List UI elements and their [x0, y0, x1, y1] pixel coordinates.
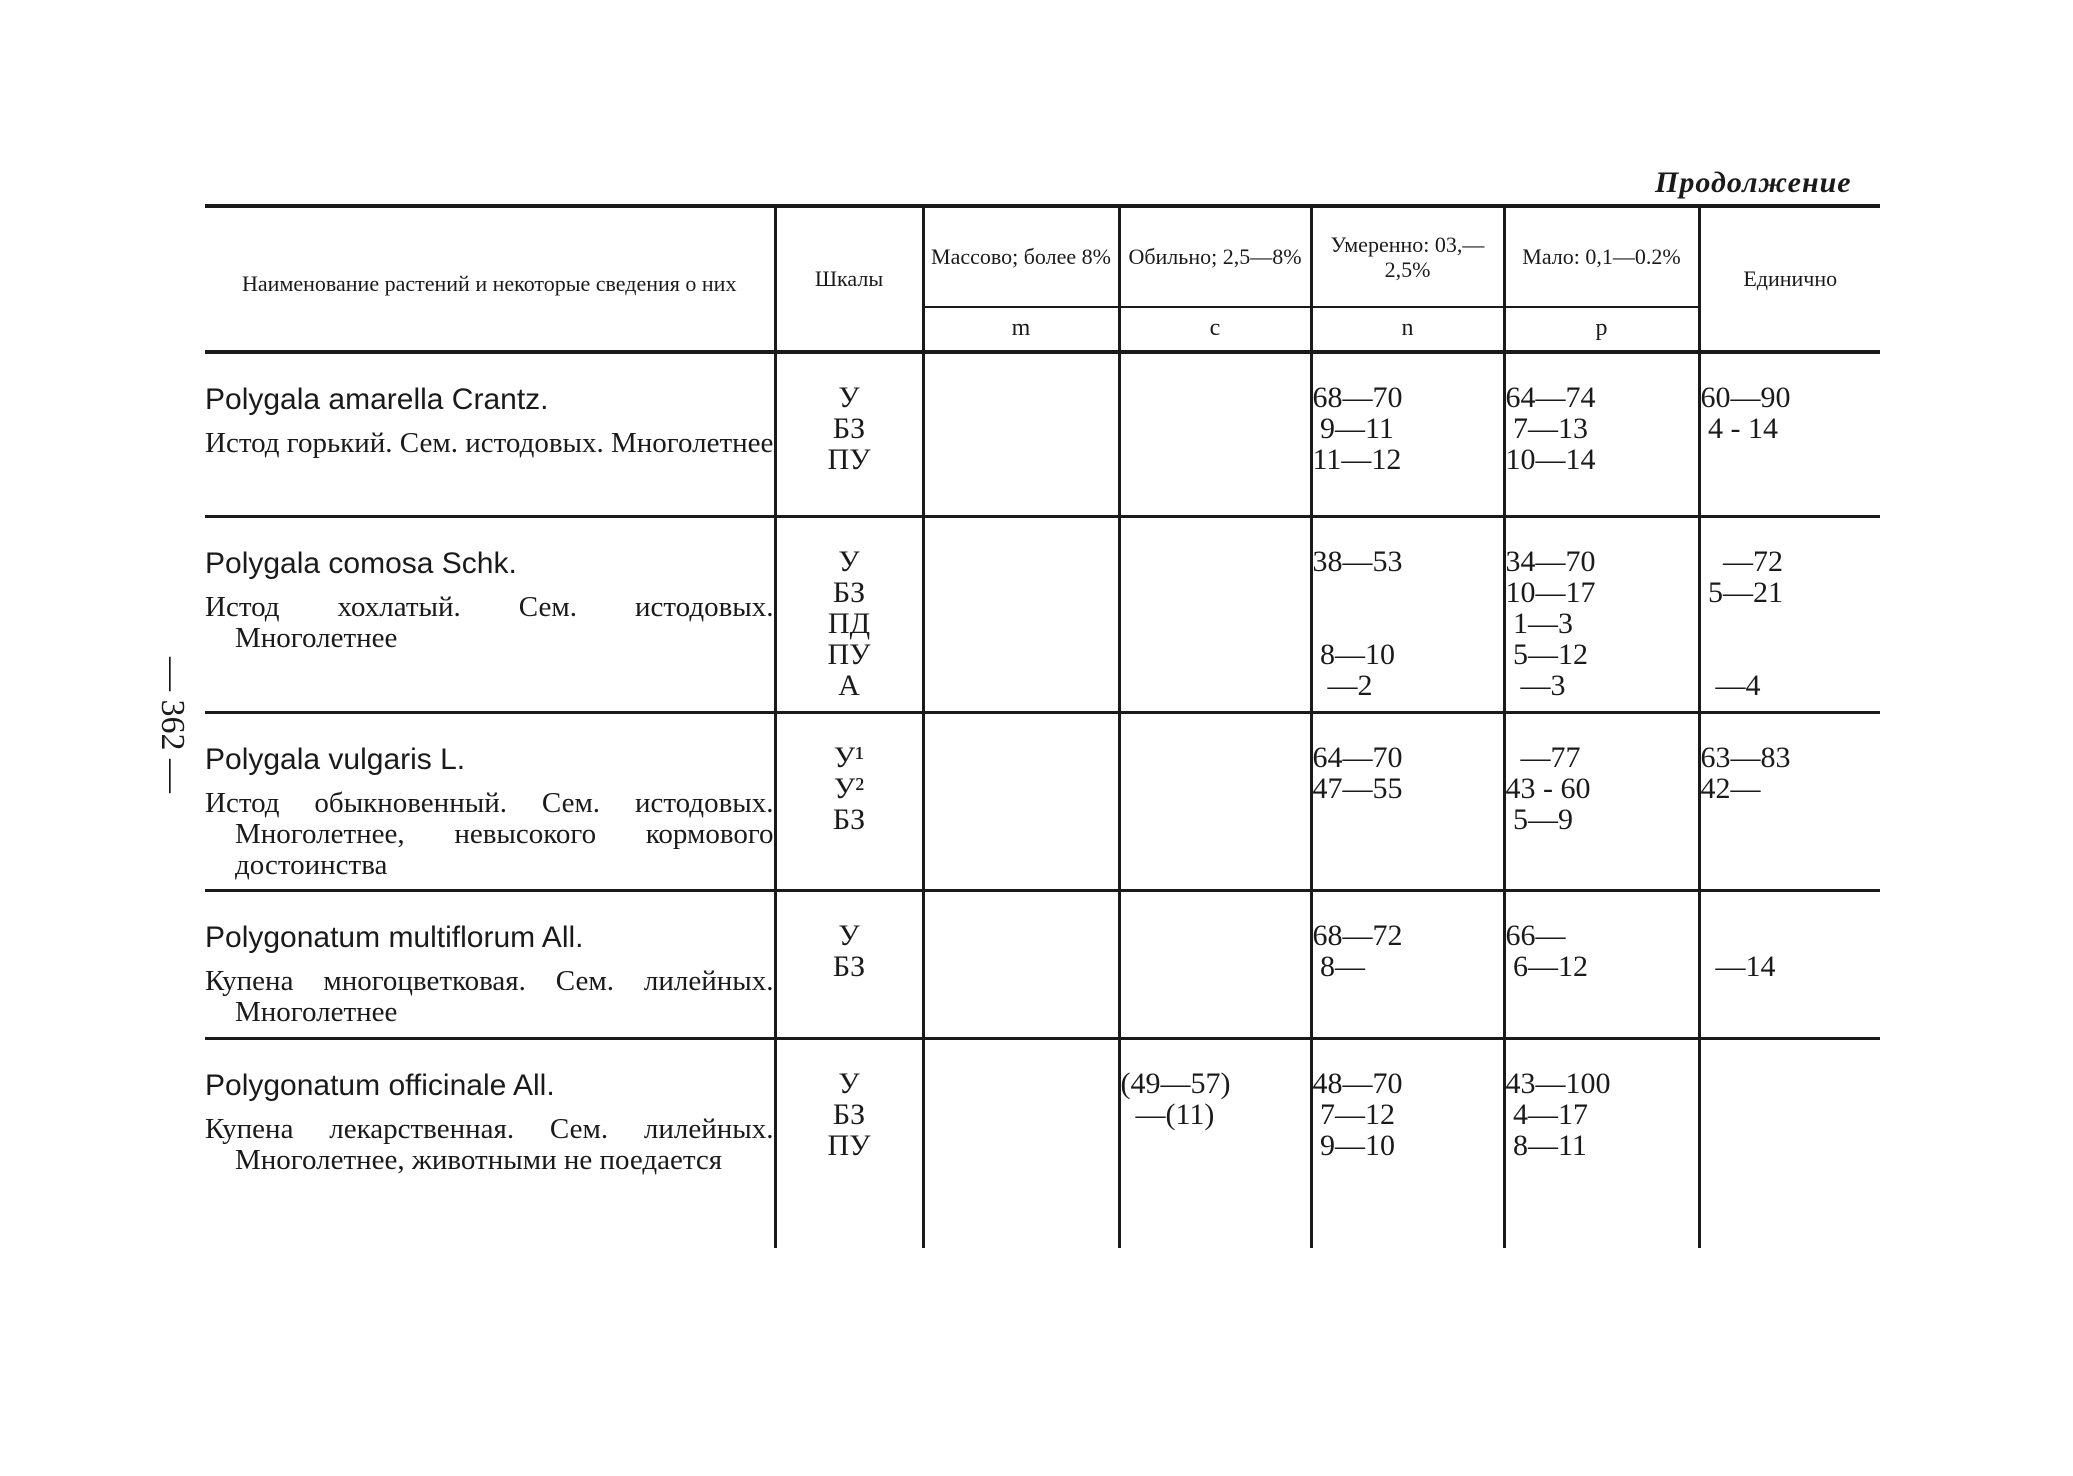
cell-line: 66—	[1505, 918, 1566, 952]
value-p	[1504, 890, 1699, 1038]
header-scales: Шкалы	[775, 208, 923, 352]
plant-latin-name: Polygala comosa Schk.	[205, 546, 517, 580]
value-n	[1311, 1038, 1504, 1248]
cell-line: 64—70	[1312, 740, 1403, 774]
cell-line: 38—53	[1312, 544, 1403, 578]
plant-latin-name: Polygonatum multiflorum All.	[205, 920, 584, 954]
header-obilno: Обильно; 2,5—8%	[1119, 208, 1311, 307]
cell-line	[1313, 608, 1503, 639]
cell-line: —14	[1700, 949, 1776, 983]
cell-line: У	[838, 381, 860, 414]
cell-line: 6—12	[1505, 949, 1588, 983]
value-s	[1699, 890, 1880, 1038]
header-umerenno: Умеренно: 03,—2,5%	[1311, 208, 1504, 307]
cell-line: 4 - 14	[1700, 412, 1778, 445]
cell-line: 10—17	[1505, 575, 1596, 609]
cell-line: У²	[833, 771, 865, 805]
cell-line: У	[838, 544, 860, 578]
value-m	[923, 712, 1119, 890]
cell-line: 7—12	[1312, 1097, 1395, 1131]
value-n	[1311, 516, 1504, 712]
cell-line: 34—70	[1505, 544, 1596, 578]
plant-description: Истод горький. Сем. истодовых. Многолетнее	[205, 427, 774, 459]
cell-line: 5—21	[1700, 575, 1783, 609]
scales-cell	[775, 890, 923, 1038]
value-p	[1504, 712, 1699, 890]
plant-latin-name: Polygala vulgaris L.	[205, 742, 466, 776]
cell-line: 9—11	[1312, 412, 1394, 445]
cell-line: 68—72	[1312, 918, 1403, 952]
vegetation-scale-table	[205, 208, 1880, 1248]
plant-description: Купена многоцветковая. Сем. лилейных. Многолетнее	[205, 964, 774, 1028]
plant-latin-name: Polygala amarella Crantz.	[205, 383, 549, 416]
value-m	[923, 516, 1119, 712]
value-p	[1504, 1038, 1699, 1248]
table-row	[205, 516, 1880, 712]
cell-line: ПУ	[827, 637, 871, 671]
cell-line: БЗ	[832, 802, 866, 836]
cell-line: 9—10	[1312, 1128, 1395, 1162]
cell-line: 8—10	[1312, 637, 1395, 671]
value-n	[1311, 352, 1504, 516]
cell-line: ПУ	[827, 443, 871, 476]
cell-line: 42—	[1700, 771, 1761, 805]
value-m	[923, 890, 1119, 1038]
plant-cell	[205, 1038, 775, 1248]
cell-line: 68—70	[1312, 381, 1403, 414]
cell-line: —2	[1312, 668, 1373, 702]
value-n	[1311, 890, 1504, 1038]
value-m	[923, 352, 1119, 516]
cell-line: —77	[1505, 740, 1581, 774]
cell-line: —72	[1700, 544, 1783, 578]
plant-description: Истод обыкновенный. Сем. истодовых. Многолетнее, невысокого кормового достоинства	[205, 786, 774, 881]
header-code-p: p	[1504, 307, 1699, 352]
table-row	[205, 712, 1880, 890]
cell-line: 5—9	[1505, 802, 1573, 836]
plant-cell	[205, 890, 775, 1038]
header-malo: Мало: 0,1—0.2%	[1504, 208, 1699, 307]
header-code-c: c	[1119, 307, 1311, 352]
page-number-text: — 362 —	[154, 657, 191, 793]
value-c	[1119, 890, 1311, 1038]
cell-line: У¹	[833, 740, 865, 774]
cell-line: 47—55	[1312, 771, 1403, 805]
cell-line: —(11)	[1120, 1097, 1215, 1131]
value-p	[1504, 516, 1699, 712]
cell-line: —4	[1700, 668, 1761, 702]
cell-line: 8—	[1312, 949, 1365, 983]
cell-line: ПД	[827, 606, 871, 640]
cell-line: БЗ	[832, 1097, 866, 1131]
cell-line	[1701, 639, 1881, 670]
plant-cell	[205, 712, 775, 890]
value-s	[1699, 712, 1880, 890]
page-number	[148, 657, 196, 793]
header-edinichno: Единично	[1699, 208, 1880, 352]
cell-line: У	[838, 918, 860, 952]
table-row	[205, 890, 1880, 1038]
header-code-m: m	[923, 307, 1119, 352]
value-s	[1699, 352, 1880, 516]
table-row	[205, 352, 1880, 516]
header-name: Наименование растений и некоторые сведения о них	[242, 271, 737, 296]
value-n	[1311, 712, 1504, 890]
cell-line	[1313, 577, 1503, 608]
cell-line: 7—13	[1505, 412, 1588, 445]
cell-line: А	[838, 668, 860, 702]
cell-line: ПУ	[827, 1128, 871, 1162]
cell-line: БЗ	[832, 575, 866, 609]
cell-line: 1—3	[1505, 606, 1573, 640]
cell-line: У	[838, 1066, 860, 1100]
cell-line: 64—74	[1505, 381, 1596, 414]
value-c	[1119, 1038, 1311, 1248]
cell-line: 11—12	[1312, 443, 1402, 476]
scales-cell	[775, 1038, 923, 1248]
cell-line: 8—11	[1505, 1128, 1587, 1162]
cell-line: БЗ	[832, 412, 866, 445]
continuation-label: Продолжение	[1655, 166, 1852, 199]
cell-line: 10—14	[1505, 443, 1596, 476]
scales-cell	[775, 516, 923, 712]
cell-line: 43 - 60	[1505, 771, 1591, 805]
cell-line: 60—90	[1700, 381, 1791, 414]
cell-line	[1701, 608, 1881, 639]
plant-latin-name: Polygonatum officinale All.	[205, 1068, 555, 1102]
header-row	[205, 208, 1880, 307]
value-c	[1119, 516, 1311, 712]
value-c	[1119, 352, 1311, 516]
cell-line: —3	[1505, 668, 1566, 702]
cell-line: 5—12	[1505, 637, 1588, 671]
plant-cell	[205, 352, 775, 516]
header-massovo: Массово; более 8%	[923, 208, 1119, 307]
scales-cell	[775, 712, 923, 890]
value-s	[1699, 1038, 1880, 1248]
value-c	[1119, 712, 1311, 890]
value-s	[1699, 516, 1880, 712]
plant-description: Истод хохлатый. Сем. истодовых. Многолетнее	[205, 590, 774, 654]
header-code-n: n	[1311, 307, 1504, 352]
plant-cell	[205, 516, 775, 712]
cell-line: БЗ	[832, 949, 866, 983]
value-p	[1504, 352, 1699, 516]
scales-cell	[775, 352, 923, 516]
plant-description: Купена лекарственная. Сем. лилейных. Многолетнее, животными не поедается	[205, 1112, 774, 1176]
cell-line: 63—83	[1700, 740, 1791, 774]
cell-line: 48—70	[1312, 1066, 1403, 1100]
table-row	[205, 1038, 1880, 1248]
cell-line: 43—100	[1505, 1066, 1611, 1100]
cell-line: (49—57)	[1120, 1066, 1231, 1100]
cell-line: 4—17	[1505, 1097, 1588, 1131]
value-m	[923, 1038, 1119, 1248]
cell-line	[1701, 920, 1881, 951]
